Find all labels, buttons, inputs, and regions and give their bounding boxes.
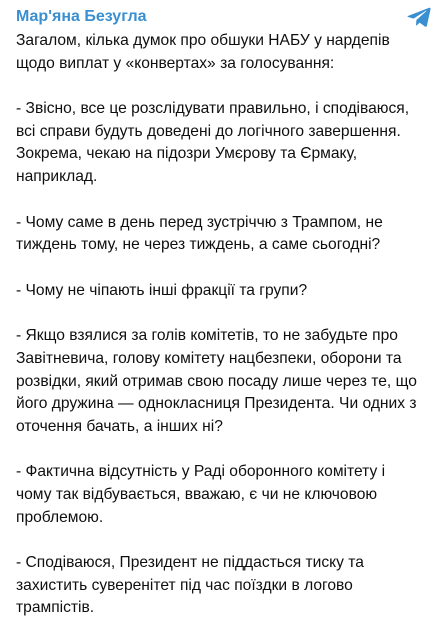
message-paragraph: - Фактична відсутність у Раді оборонного комітету і чому так відбувається, вважаю, є чи не ключовою проблемою.: [16, 463, 386, 526]
message-paragraph: - Чому не чіпають інші фракції та групи?: [16, 281, 308, 299]
message-paragraph: - Чому саме в день перед зустріччю з Трампом, не тиждень тому, не через тиждень, а саме сьогодні?: [16, 213, 383, 254]
post-header: [16, 6, 433, 28]
message-paragraph: - Якщо взялися за голів комітетів, то не забудьте про Завітневича, голову комітету нацбезпеки, оборони та розвідки, який отримав свою посаду лише через те, що його дружина — однокласниця Президента. Чи одних з оточення бачать, а інших ні?: [16, 327, 417, 435]
post-message: [16, 30, 433, 620]
message-paragraph: - Сподіваюся, Президент не піддасться тиску та захистить суверенітет під час поїздки в логово трампістів.: [16, 554, 364, 617]
message-paragraph: Загалом, кілька думок про обшуки НАБУ у нардепів щодо виплат у «конвертах» за голосування:: [16, 32, 390, 72]
channel-author-name[interactable]: Мар'яна Безугла: [16, 8, 147, 25]
message-paragraph: - Звісно, все це розслідувати правильно, і сподіваюся, всі справи будуть доведені до логічного завершення. Зокрема, чекаю на підозри Умєрову та Єрмаку, наприклад.: [16, 100, 410, 185]
telegram-icon: [407, 7, 431, 27]
